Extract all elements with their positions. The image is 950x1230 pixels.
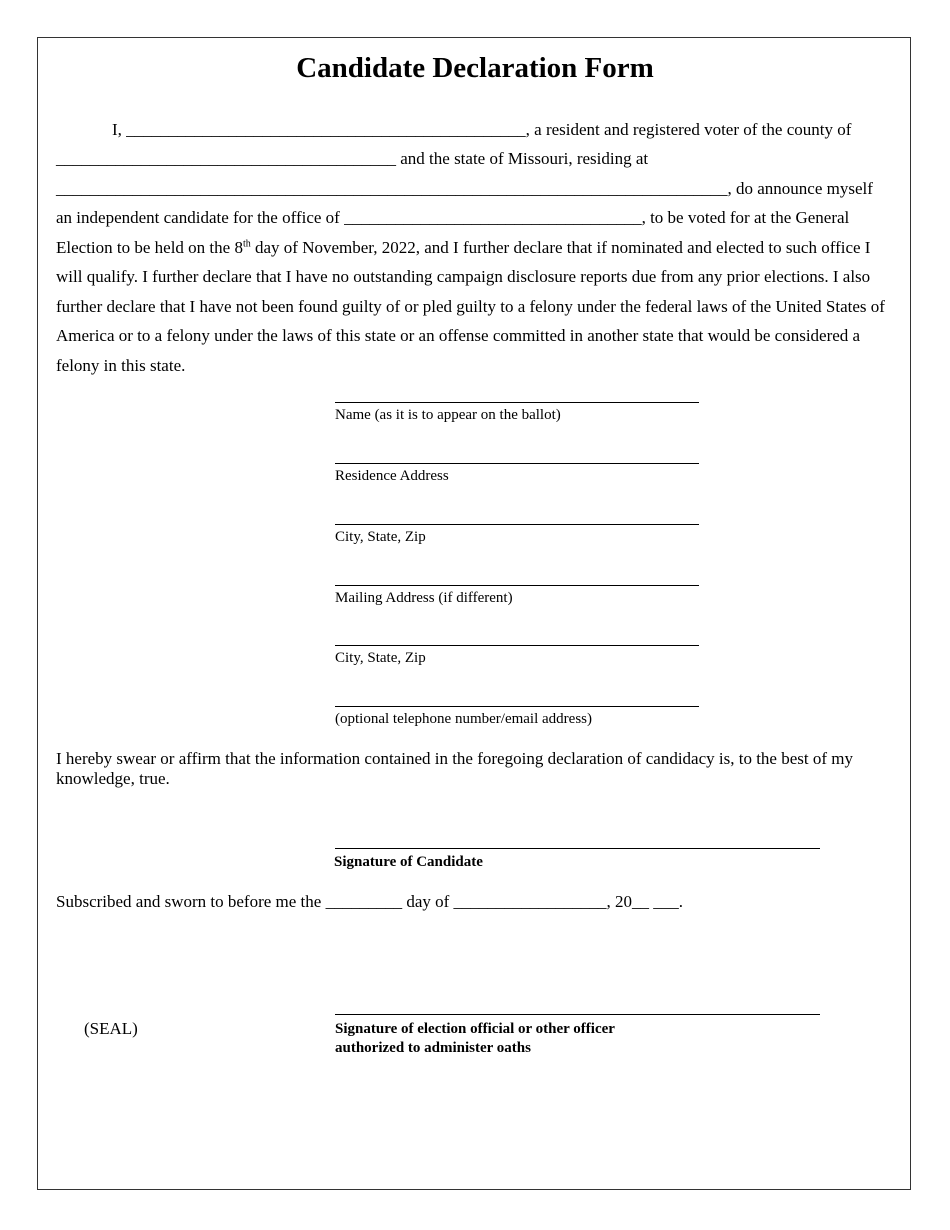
form-title: Candidate Declaration Form: [296, 52, 654, 84]
candidate-signature-line[interactable]: [335, 848, 820, 849]
residence-address-field-line[interactable]: [335, 463, 699, 464]
name-field-line[interactable]: [335, 402, 699, 403]
declaration-line-3: _______________________________________________________________________________, do announce myself: [56, 179, 873, 198]
mailing-address-field-line[interactable]: [335, 585, 699, 586]
oath-line-1: I hereby swear or affirm that the information contained in the foregoing declaration of candidacy is, to the best of my: [56, 749, 853, 768]
official-signature-line[interactable]: [335, 1014, 820, 1015]
city-state-zip-field-line[interactable]: [335, 524, 699, 525]
declaration-line-9: felony in this state.: [56, 356, 186, 375]
ordinal-suffix: th: [242, 238, 251, 250]
official-signature-label-1: Signature of election official or other officer: [335, 1021, 615, 1037]
mailing-address-field-label: Mailing Address (if different): [335, 590, 513, 606]
contact-field-label: (optional telephone number/email address): [335, 711, 592, 727]
sworn-statement: Subscribed and sworn to before me the _________ day of __________________, 20__ ___.: [56, 892, 684, 911]
declaration-line-7: further declare that I have not been found guilty of or pled guilty to a felony under the federal laws of the United States of: [56, 297, 885, 316]
contact-field-line[interactable]: [335, 706, 699, 707]
seal-label: (SEAL): [84, 1019, 138, 1038]
mailing-city-state-zip-field-label: City, State, Zip: [335, 650, 426, 666]
declaration-line-6: will qualify. I further declare that I have no outstanding campaign disclosure reports due from any prior elections. I also: [56, 267, 871, 286]
name-field-label: Name (as it is to appear on the ballot): [335, 407, 561, 423]
oath-line-2: knowledge, true.: [56, 769, 170, 788]
declaration-line-4: an independent candidate for the office of ___________________________________, to be voted for at the General: [56, 208, 850, 227]
declaration-line-8: America or to a felony under the laws of this state or an offense committed in another state that would be considered a: [56, 326, 861, 345]
mailing-city-state-zip-field-line[interactable]: [335, 645, 699, 646]
election-date-text-cont: day of November, 2022, and I further declare that if nominated and elected to such office I: [250, 238, 871, 257]
declaration-line-5: [56, 238, 870, 258]
city-state-zip-field-label: City, State, Zip: [335, 529, 426, 545]
declaration-line-2: ________________________________________ and the state of Missouri, residing at: [56, 149, 649, 168]
election-date-text: Election to be held on the 8: [56, 238, 243, 257]
declaration-line-1: I, _______________________________________________, a resident and registered voter of the county of: [112, 120, 852, 139]
candidate-signature-label: Signature of Candidate: [334, 854, 483, 870]
official-signature-label-2: authorized to administer oaths: [335, 1040, 531, 1056]
residence-address-field-label: Residence Address: [335, 468, 449, 484]
